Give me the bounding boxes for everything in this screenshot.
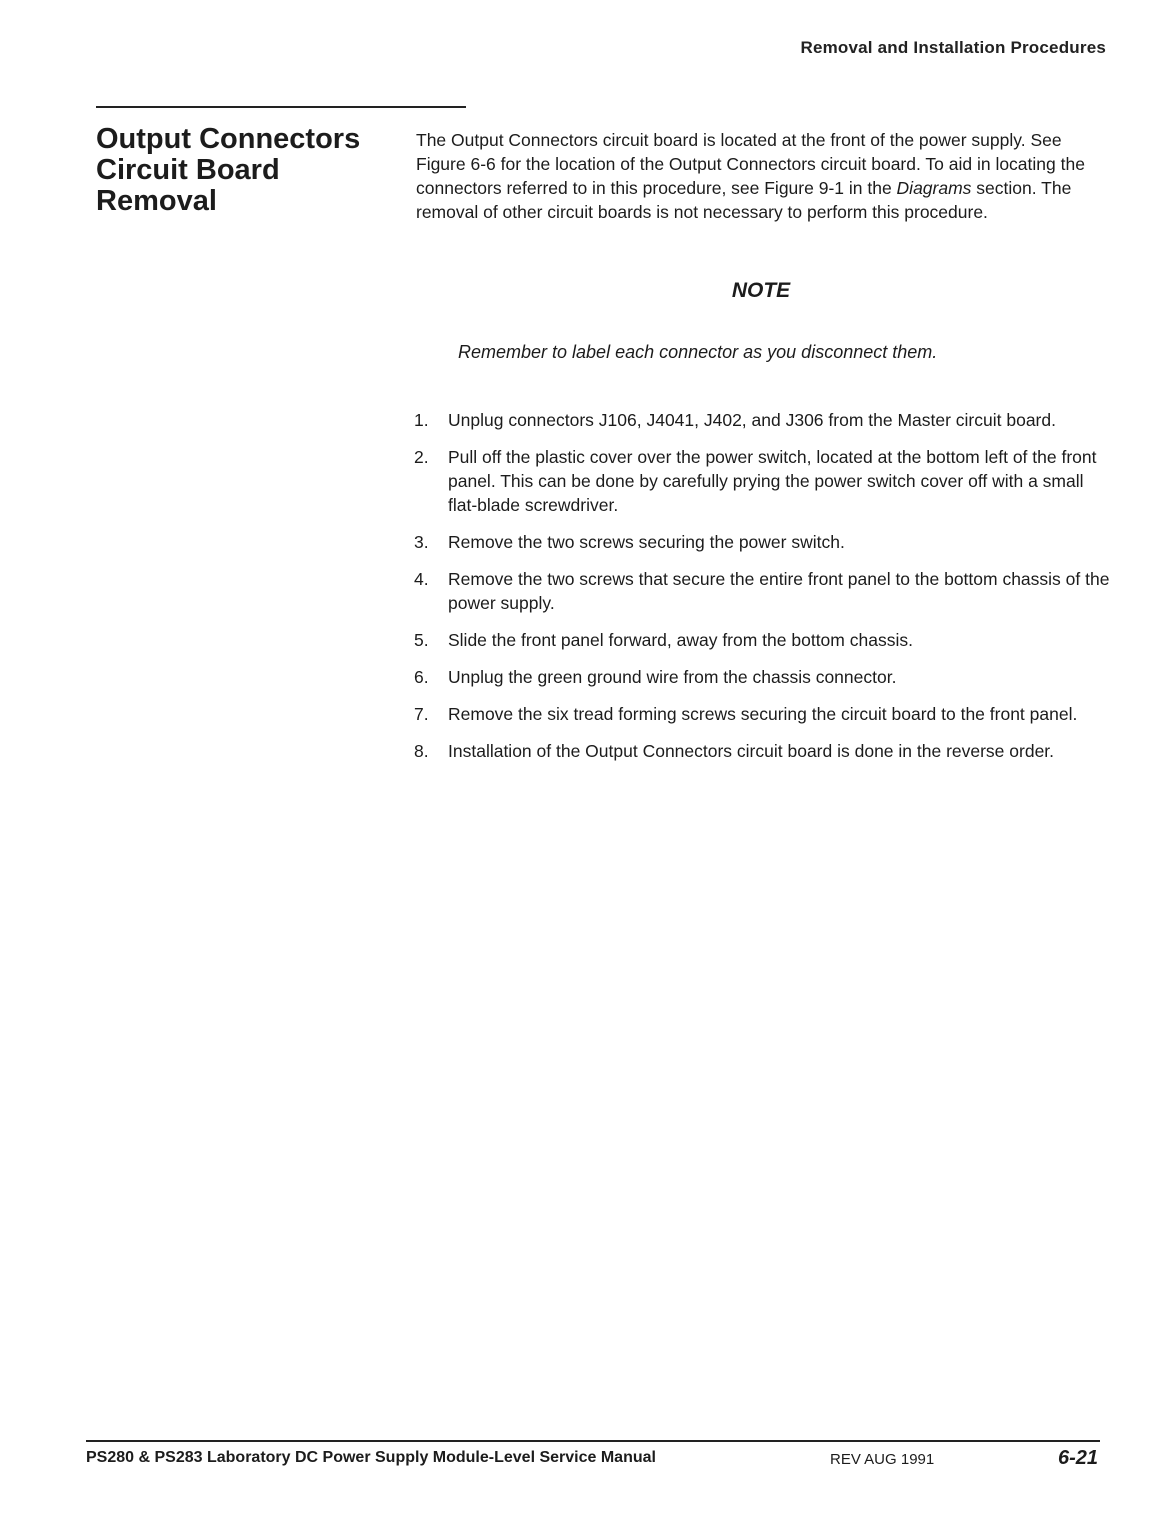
revision-date: REV AUG 1991 bbox=[830, 1451, 935, 1468]
step-number: 4. bbox=[414, 569, 429, 589]
procedure-step bbox=[414, 665, 1114, 689]
procedure-step bbox=[414, 530, 1114, 554]
procedure-step bbox=[414, 567, 1114, 615]
note-heading: NOTE bbox=[731, 279, 791, 302]
section-title bbox=[96, 124, 396, 217]
note-text: Remember to label each connector as you disconnect them. bbox=[458, 342, 938, 362]
section-title-line: Circuit Board bbox=[96, 154, 280, 186]
intro-paragraph bbox=[416, 128, 1106, 224]
manual-title: PS280 & PS283 Laboratory DC Power Supply Module-Level Service Manual bbox=[86, 1449, 656, 1466]
section-title-line: Removal bbox=[96, 185, 217, 217]
intro-text-end: section. The removal of other circuit boards is not necessary to perform this procedure. bbox=[416, 178, 1072, 222]
step-text: Slide the front panel forward, away from the bottom chassis. bbox=[448, 630, 913, 650]
header-rule bbox=[96, 106, 466, 108]
page-number: 6-21 bbox=[1057, 1447, 1098, 1469]
step-text: Unplug the green ground wire from the chassis connector. bbox=[448, 667, 897, 687]
step-number: 6. bbox=[414, 667, 429, 687]
step-text: Unplug connectors J106, J4041, J402, and J306 from the Master circuit board. bbox=[448, 410, 1056, 430]
procedure-step bbox=[414, 408, 1114, 432]
step-number: 8. bbox=[414, 741, 429, 761]
procedure-step bbox=[414, 702, 1114, 726]
diagrams-reference: Diagrams bbox=[896, 178, 972, 198]
step-text: Remove the two screws securing the power switch. bbox=[448, 532, 845, 552]
step-number: 5. bbox=[414, 630, 429, 650]
step-text: Installation of the Output Connectors circuit board is done in the reverse order. bbox=[448, 741, 1055, 761]
footer-rule bbox=[86, 1440, 1100, 1442]
procedure-step bbox=[414, 739, 1114, 763]
step-number: 7. bbox=[414, 704, 429, 724]
step-text: Pull off the plastic cover over the power switch, located at the bottom left of the front panel. This can be done by carefully prying the power switch cover off with a small flat-blade screwdriver. bbox=[448, 447, 1097, 515]
running-head: Removal and Installation Procedures bbox=[800, 38, 1106, 57]
intro-text: The Output Connectors circuit board is located at the front of the power supply. See Figure 6-6 for the location of the Output Connectors circuit board. To aid in locating the connectors referred to in this procedure, see Figure 9-1 in the bbox=[416, 130, 1085, 198]
procedure-step bbox=[414, 628, 1114, 652]
step-number: 1. bbox=[414, 410, 429, 430]
procedure-steps bbox=[414, 408, 1114, 776]
step-text: Remove the two screws that secure the entire front panel to the bottom chassis of the power supply. bbox=[448, 569, 1110, 613]
page-footer bbox=[86, 1447, 1100, 1477]
step-text: Remove the six tread forming screws securing the circuit board to the front panel. bbox=[448, 704, 1078, 724]
section-title-line: Output Connectors bbox=[96, 123, 361, 155]
procedure-step bbox=[414, 445, 1114, 517]
step-number: 3. bbox=[414, 532, 429, 552]
step-number: 2. bbox=[414, 447, 429, 467]
